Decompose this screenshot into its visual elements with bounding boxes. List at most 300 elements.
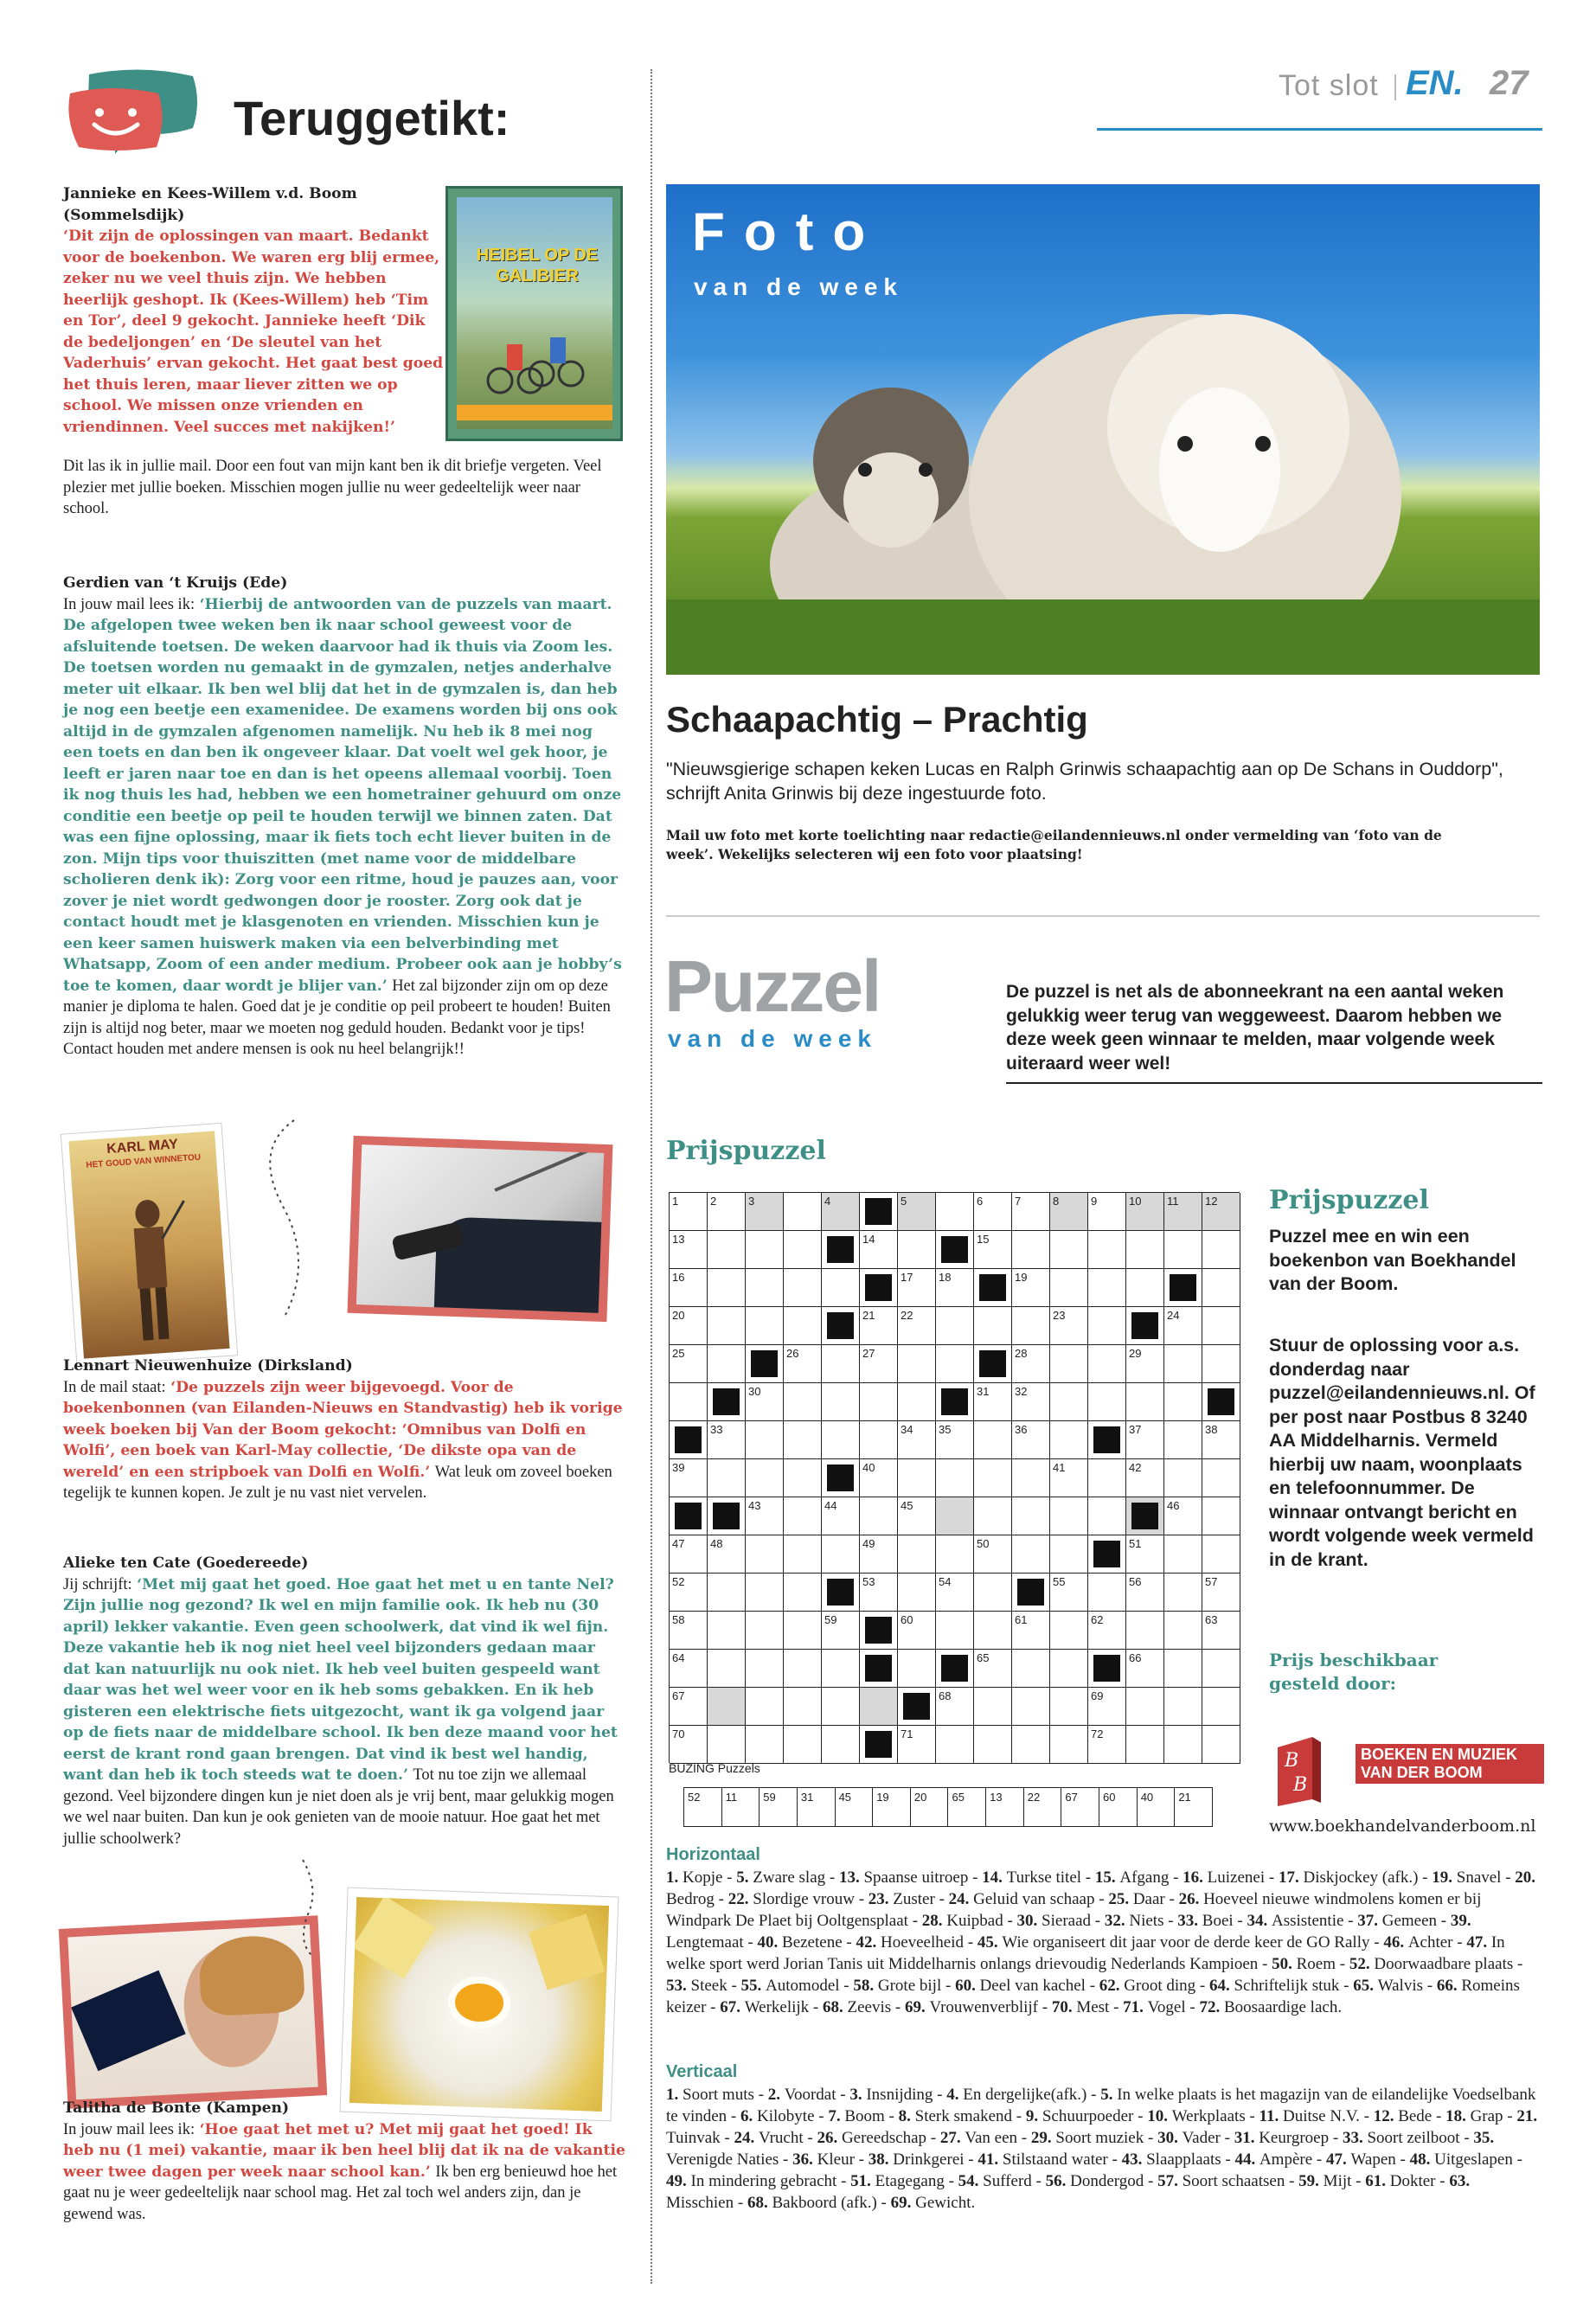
solution-row[interactable] bbox=[683, 1787, 1213, 1827]
grid-cell[interactable] bbox=[784, 1574, 822, 1612]
grid-cell[interactable] bbox=[1164, 1421, 1202, 1459]
grid-cell[interactable]: 16 bbox=[670, 1269, 708, 1307]
grid-cell[interactable]: 48 bbox=[708, 1535, 746, 1574]
karl-may-cover bbox=[61, 1124, 237, 1366]
grid-cell[interactable] bbox=[1012, 1650, 1050, 1688]
clue-number: 1. bbox=[666, 2086, 683, 2104]
grid-cell[interactable] bbox=[1164, 1650, 1202, 1688]
clue-text: Keurgroep - bbox=[1259, 2129, 1343, 2147]
grid-cell[interactable]: 13 bbox=[670, 1231, 708, 1269]
grid-cell[interactable]: 61 bbox=[1012, 1612, 1050, 1650]
grid-cell[interactable]: 44 bbox=[822, 1497, 860, 1535]
grid-cell[interactable]: 54 bbox=[936, 1574, 974, 1612]
grid-cell[interactable]: 11 bbox=[1164, 1193, 1202, 1231]
clue-text: Daar - bbox=[1132, 1890, 1179, 1908]
grid-cell[interactable]: 20 bbox=[670, 1307, 708, 1345]
grid-cell[interactable]: 34 bbox=[898, 1421, 936, 1459]
grid-cell[interactable] bbox=[1126, 1688, 1164, 1726]
clue-number: 69. bbox=[890, 2194, 916, 2212]
grid-cell[interactable] bbox=[708, 1612, 746, 1650]
grid-cell[interactable] bbox=[1202, 1650, 1240, 1688]
grid-cell[interactable] bbox=[974, 1574, 1012, 1612]
solution-cell[interactable]: 60 bbox=[1099, 1788, 1138, 1826]
clue-number: 8. bbox=[898, 2107, 915, 2125]
grid-cell[interactable] bbox=[784, 1193, 822, 1231]
clue-number: 27. bbox=[939, 2129, 965, 2147]
letter-reply: Wat leuk om zoveel boeken tegelijk te kunnen kopen. Je zult je nu vast niet vervelen. bbox=[63, 1463, 612, 1502]
clue-number: 47. bbox=[1325, 2150, 1351, 2169]
grid-cell[interactable] bbox=[936, 1612, 974, 1650]
grid-cell[interactable] bbox=[670, 1383, 708, 1421]
grid-cell[interactable] bbox=[784, 1688, 822, 1726]
grid-cell[interactable] bbox=[1164, 1726, 1202, 1764]
brand-logo: EN. bbox=[1406, 64, 1464, 102]
grid-cell[interactable] bbox=[1164, 1231, 1202, 1269]
grid-cell[interactable] bbox=[1164, 1574, 1202, 1612]
grid-cell[interactable] bbox=[974, 1421, 1012, 1459]
clue-text: Deel van kachel - bbox=[979, 1977, 1099, 1995]
grid-cell[interactable] bbox=[822, 1345, 860, 1383]
grid-cell[interactable]: 45 bbox=[898, 1497, 936, 1535]
grid-cell[interactable] bbox=[708, 1345, 746, 1383]
grid-cell[interactable]: 29 bbox=[1126, 1345, 1164, 1383]
solution-cell[interactable]: 22 bbox=[1024, 1788, 1062, 1826]
grid-cell[interactable] bbox=[1088, 1574, 1126, 1612]
grid-black-cell bbox=[860, 1650, 898, 1688]
grid-cell[interactable]: 36 bbox=[1012, 1421, 1050, 1459]
grid-cell[interactable] bbox=[1088, 1269, 1126, 1307]
clue-text: Niets - bbox=[1129, 1912, 1178, 1930]
solution-cell[interactable]: 11 bbox=[722, 1788, 760, 1826]
grid-cell[interactable]: 27 bbox=[860, 1345, 898, 1383]
grid-cell[interactable]: 23 bbox=[1050, 1307, 1088, 1345]
clue-number: 59. bbox=[1298, 2172, 1324, 2190]
clue-text: Misschien - bbox=[666, 2194, 747, 2212]
grid-cell[interactable]: 7 bbox=[1012, 1193, 1050, 1231]
grid-cell[interactable]: 37 bbox=[1126, 1421, 1164, 1459]
clue-text: Afgang - bbox=[1119, 1868, 1183, 1887]
vertical-heading: Verticaal bbox=[666, 2062, 738, 2081]
clue-number: 42. bbox=[856, 1933, 881, 1952]
grid-cell[interactable] bbox=[746, 1612, 784, 1650]
grid-cell[interactable] bbox=[936, 1459, 974, 1497]
letter-name: Alieke ten Cate (Goedereede) bbox=[63, 1554, 309, 1572]
clue-number: 23. bbox=[868, 1890, 894, 1908]
grid-cell[interactable] bbox=[1202, 1726, 1240, 1764]
grid-cell[interactable] bbox=[974, 1497, 1012, 1535]
grid-cell[interactable] bbox=[1202, 1231, 1240, 1269]
dotted-connector-2 bbox=[294, 1856, 329, 1963]
grid-cell[interactable]: 47 bbox=[670, 1535, 708, 1574]
grid-cell[interactable] bbox=[708, 1650, 746, 1688]
clue-text: Schriftelijk stuk - bbox=[1234, 1977, 1354, 1995]
clue-number: 25. bbox=[1108, 1890, 1133, 1908]
grid-cell[interactable] bbox=[860, 1383, 898, 1421]
grid-cell[interactable]: 51 bbox=[1126, 1535, 1164, 1574]
clue-number: 61. bbox=[1365, 2172, 1390, 2190]
grid-cell[interactable] bbox=[784, 1497, 822, 1535]
grid-cell[interactable]: 67 bbox=[670, 1688, 708, 1726]
grid-cell[interactable]: 42 bbox=[1126, 1459, 1164, 1497]
section-label: Tot slot bbox=[1279, 69, 1379, 102]
header-separator bbox=[1394, 74, 1396, 100]
grid-cell[interactable] bbox=[708, 1574, 746, 1612]
grid-cell[interactable] bbox=[746, 1231, 784, 1269]
section-rule bbox=[666, 915, 1540, 917]
grid-cell[interactable] bbox=[936, 1535, 974, 1574]
solution-cell[interactable]: 45 bbox=[836, 1788, 874, 1826]
grid-black-cell bbox=[860, 1269, 898, 1307]
karl-may-subtitle: HET GOUD VAN WINNETOU bbox=[86, 1152, 202, 1170]
grid-cell[interactable] bbox=[1012, 1535, 1050, 1574]
grid-cell[interactable] bbox=[974, 1459, 1012, 1497]
clue-text: Tuinvak - bbox=[666, 2129, 734, 2147]
grid-cell[interactable] bbox=[1012, 1726, 1050, 1764]
grid-cell[interactable] bbox=[936, 1345, 974, 1383]
grid-cell[interactable] bbox=[784, 1383, 822, 1421]
puzzel-logo: Puzzel bbox=[664, 945, 881, 1027]
grid-cell[interactable] bbox=[1202, 1269, 1240, 1307]
grid-cell[interactable] bbox=[1126, 1231, 1164, 1269]
solution-cell[interactable]: 31 bbox=[798, 1788, 836, 1826]
grid-cell[interactable] bbox=[746, 1535, 784, 1574]
grid-cell[interactable] bbox=[1088, 1383, 1126, 1421]
clue-text: Wie organiseert dit jaar voor de derde keer de GO Rally - bbox=[1002, 1933, 1384, 1952]
grid-cell[interactable] bbox=[746, 1307, 784, 1345]
grid-cell[interactable]: 56 bbox=[1126, 1574, 1164, 1612]
grid-cell[interactable] bbox=[860, 1421, 898, 1459]
grid-cell[interactable] bbox=[898, 1459, 936, 1497]
grid-cell[interactable] bbox=[974, 1612, 1012, 1650]
grid-cell[interactable] bbox=[822, 1650, 860, 1688]
solution-cell[interactable]: 65 bbox=[948, 1788, 986, 1826]
letter-reply: Het zal bijzonder zijn om op deze manier je diploma te halen. Goed dat je je conditie op peil probeert te houden! Buiten zijn is altijd nog beter, maar we moeten nog geduld houden. Bedankt voor je tips! Contact houden met andere mensen is ook nu heel belangrijk!! bbox=[63, 977, 611, 1058]
grid-cell[interactable] bbox=[784, 1307, 822, 1345]
clue-text: In welke plaats is het magazijn van de eilandelijke Voedselbank te vinden - bbox=[666, 2086, 1536, 2125]
grid-black-cell bbox=[860, 1612, 898, 1650]
grid-cell[interactable]: 4 bbox=[822, 1193, 860, 1231]
letter-jannieke-reply bbox=[63, 456, 625, 520]
solution-cell[interactable]: 59 bbox=[760, 1788, 798, 1826]
clue-text: Bedrog - bbox=[666, 1890, 728, 1908]
grid-cell[interactable] bbox=[1050, 1688, 1088, 1726]
grid-cell[interactable] bbox=[1050, 1497, 1088, 1535]
grid-cell[interactable] bbox=[1202, 1307, 1240, 1345]
clue-number: 49. bbox=[666, 2172, 691, 2190]
grid-cell[interactable]: 33 bbox=[708, 1421, 746, 1459]
clue-text: Boei - bbox=[1202, 1912, 1247, 1930]
grid-cell[interactable]: 17 bbox=[898, 1269, 936, 1307]
grid-black-cell bbox=[1126, 1497, 1164, 1535]
grid-cell[interactable] bbox=[1164, 1688, 1202, 1726]
grid-cell[interactable] bbox=[784, 1612, 822, 1650]
grid-cell[interactable] bbox=[1164, 1612, 1202, 1650]
grid-cell[interactable] bbox=[1050, 1231, 1088, 1269]
grid-cell[interactable] bbox=[708, 1307, 746, 1345]
grid-cell[interactable] bbox=[936, 1307, 974, 1345]
grid-cell[interactable] bbox=[936, 1193, 974, 1231]
clue-number: 60. bbox=[955, 1977, 980, 1995]
grid-cell[interactable] bbox=[1164, 1459, 1202, 1497]
grid-cell[interactable] bbox=[1202, 1497, 1240, 1535]
grid-cell[interactable] bbox=[898, 1383, 936, 1421]
grid-cell[interactable] bbox=[784, 1421, 822, 1459]
grid-cell[interactable]: 21 bbox=[860, 1307, 898, 1345]
grid-cell[interactable]: 8 bbox=[1050, 1193, 1088, 1231]
grid-cell[interactable]: 70 bbox=[670, 1726, 708, 1764]
clue-text: Turkse titel - bbox=[1006, 1868, 1095, 1887]
grid-cell[interactable]: 68 bbox=[936, 1688, 974, 1726]
grid-cell[interactable]: 35 bbox=[936, 1421, 974, 1459]
solution-cell[interactable]: 20 bbox=[911, 1788, 949, 1826]
letter-intro: In jouw mail lees ik: bbox=[63, 2120, 195, 2138]
grid-cell[interactable] bbox=[784, 1459, 822, 1497]
grid-cell[interactable] bbox=[1050, 1535, 1088, 1574]
grid-black-cell bbox=[670, 1421, 708, 1459]
grid-cell[interactable] bbox=[1050, 1612, 1088, 1650]
grid-cell[interactable]: 49 bbox=[860, 1535, 898, 1574]
grid-cell[interactable]: 30 bbox=[746, 1383, 784, 1421]
grid-cell[interactable]: 18 bbox=[936, 1269, 974, 1307]
grid-cell[interactable]: 40 bbox=[860, 1459, 898, 1497]
clue-text: Kilobyte - bbox=[757, 2107, 829, 2125]
grid-cell[interactable]: 3 bbox=[746, 1193, 784, 1231]
clue-number: 57. bbox=[1157, 2172, 1183, 2190]
grid-cell[interactable]: 65 bbox=[974, 1650, 1012, 1688]
grid-cell[interactable]: 62 bbox=[1088, 1612, 1126, 1650]
clue-number: 44. bbox=[1234, 2150, 1259, 2169]
clue-number: 6. bbox=[740, 2107, 758, 2125]
page-title: Teruggetikt: bbox=[234, 91, 510, 145]
grid-cell[interactable]: 19 bbox=[1012, 1269, 1050, 1307]
grid-cell[interactable] bbox=[1164, 1535, 1202, 1574]
grid-cell[interactable] bbox=[746, 1421, 784, 1459]
grid-cell[interactable]: 31 bbox=[974, 1383, 1012, 1421]
solution-cell[interactable]: 13 bbox=[986, 1788, 1024, 1826]
clue-number: 5. bbox=[736, 1868, 753, 1887]
clue-text: Boom - bbox=[844, 2107, 899, 2125]
grid-cell[interactable] bbox=[746, 1726, 784, 1764]
grid-cell[interactable] bbox=[1126, 1726, 1164, 1764]
grid-cell[interactable]: 32 bbox=[1012, 1383, 1050, 1421]
grid-cell[interactable]: 12 bbox=[1202, 1193, 1240, 1231]
grid-cell[interactable] bbox=[974, 1307, 1012, 1345]
clue-number: 21. bbox=[1516, 2107, 1538, 2125]
clue-number: 24. bbox=[948, 1890, 974, 1908]
grid-cell[interactable]: 66 bbox=[1126, 1650, 1164, 1688]
sponsor-logo[interactable] bbox=[1269, 1730, 1546, 1808]
grid-cell[interactable]: 15 bbox=[974, 1231, 1012, 1269]
grid-cell[interactable]: 28 bbox=[1012, 1345, 1050, 1383]
grid-cell[interactable]: 24 bbox=[1164, 1307, 1202, 1345]
clue-number: 12. bbox=[1373, 2107, 1399, 2125]
grid-cell[interactable] bbox=[1088, 1307, 1126, 1345]
svg-text:B: B bbox=[1293, 1774, 1308, 1796]
grid-cell[interactable]: 59 bbox=[822, 1612, 860, 1650]
grid-cell[interactable] bbox=[822, 1421, 860, 1459]
grid-cell[interactable] bbox=[1202, 1345, 1240, 1383]
grid-cell[interactable] bbox=[1050, 1421, 1088, 1459]
clue-text: Luizenei - bbox=[1207, 1868, 1279, 1887]
photo-instructions: Mail uw foto met korte toelichting naar redactie@eilandennieuws.nl onder vermelding van ‘foto van de week’. Wekelijks selecteren wij een foto voor plaatsing! bbox=[666, 827, 1442, 862]
clue-number: 31. bbox=[1234, 2129, 1259, 2147]
grid-cell[interactable] bbox=[708, 1688, 746, 1726]
grid-cell[interactable] bbox=[898, 1231, 936, 1269]
grid-cell[interactable] bbox=[898, 1650, 936, 1688]
grid-black-cell bbox=[936, 1231, 974, 1269]
grid-cell[interactable]: 72 bbox=[1088, 1726, 1126, 1764]
grid-cell[interactable]: 71 bbox=[898, 1726, 936, 1764]
grid-cell[interactable] bbox=[1088, 1497, 1126, 1535]
grid-cell[interactable]: 5 bbox=[898, 1193, 936, 1231]
grid-cell[interactable] bbox=[1126, 1383, 1164, 1421]
grid-cell[interactable] bbox=[974, 1726, 1012, 1764]
clue-number: 28. bbox=[921, 1912, 947, 1930]
grid-cell[interactable]: 46 bbox=[1164, 1497, 1202, 1535]
grid-cell[interactable] bbox=[822, 1726, 860, 1764]
grid-cell[interactable] bbox=[1050, 1269, 1088, 1307]
grid-cell[interactable] bbox=[1088, 1459, 1126, 1497]
solution-cell[interactable]: 21 bbox=[1178, 1791, 1191, 1804]
grid-cell[interactable] bbox=[746, 1650, 784, 1688]
letter-quote: ‘Hoe gaat het met u? Met mij gaat het goed! Ik heb nu (1 mei) vakantie, maar ik ben heel blij dat ik na de vakantie weer twee dagen per week naar school kan.’ bbox=[63, 2120, 625, 2181]
clue-text: Walvis - bbox=[1377, 1977, 1437, 1995]
solution-cell[interactable]: 40 bbox=[1138, 1788, 1176, 1826]
grid-cell[interactable] bbox=[1012, 1688, 1050, 1726]
grid-cell[interactable] bbox=[1126, 1269, 1164, 1307]
sponsor-url[interactable]: www.boekhandelvanderboom.nl bbox=[1269, 1817, 1536, 1836]
grid-cell[interactable]: 58 bbox=[670, 1612, 708, 1650]
grid-cell[interactable] bbox=[1088, 1345, 1126, 1383]
clue-number: 67. bbox=[720, 1998, 745, 2016]
clue-text: Werkelijk - bbox=[744, 1998, 824, 2016]
grid-cell[interactable] bbox=[1088, 1231, 1126, 1269]
grid-cell[interactable]: 63 bbox=[1202, 1612, 1240, 1650]
grid-cell[interactable] bbox=[822, 1383, 860, 1421]
clue-number: 50. bbox=[1272, 1955, 1297, 1973]
grid-cell[interactable]: 6 bbox=[974, 1193, 1012, 1231]
solution-cell[interactable]: 67 bbox=[1061, 1788, 1099, 1826]
grid-cell[interactable]: 9 bbox=[1088, 1193, 1126, 1231]
grid-cell[interactable] bbox=[936, 1497, 974, 1535]
grid-cell[interactable]: 26 bbox=[784, 1345, 822, 1383]
grid-cell[interactable]: 14 bbox=[860, 1231, 898, 1269]
grid-cell[interactable] bbox=[1012, 1231, 1050, 1269]
grid-cell[interactable] bbox=[1126, 1612, 1164, 1650]
grid-cell[interactable] bbox=[936, 1726, 974, 1764]
grid-black-cell bbox=[708, 1383, 746, 1421]
grid-cell[interactable] bbox=[746, 1269, 784, 1307]
grid-cell[interactable] bbox=[784, 1535, 822, 1574]
grid-cell[interactable] bbox=[898, 1574, 936, 1612]
grid-cell[interactable] bbox=[1012, 1497, 1050, 1535]
clue-text: Hoeveelheid - bbox=[880, 1933, 977, 1952]
grid-cell[interactable] bbox=[860, 1497, 898, 1535]
clue-text: Geluid van schaap - bbox=[973, 1890, 1109, 1908]
grid-cell[interactable] bbox=[708, 1231, 746, 1269]
grid-cell[interactable] bbox=[784, 1269, 822, 1307]
grid-cell[interactable]: 1 bbox=[670, 1193, 708, 1231]
clue-number: 68. bbox=[823, 1998, 848, 2016]
clue-text: Gereedschap - bbox=[841, 2129, 940, 2147]
grid-cell[interactable] bbox=[860, 1688, 898, 1726]
grid-cell[interactable]: 53 bbox=[860, 1574, 898, 1612]
grid-cell[interactable] bbox=[1202, 1688, 1240, 1726]
grid-cell[interactable] bbox=[784, 1650, 822, 1688]
clue-number: 18. bbox=[1445, 2107, 1471, 2125]
grid-cell[interactable] bbox=[1012, 1459, 1050, 1497]
grid-cell[interactable] bbox=[1050, 1383, 1088, 1421]
grid-cell[interactable] bbox=[1202, 1459, 1240, 1497]
grid-cell[interactable]: 39 bbox=[670, 1459, 708, 1497]
grid-cell[interactable]: 55 bbox=[1050, 1574, 1088, 1612]
grid-cell[interactable]: 64 bbox=[670, 1650, 708, 1688]
clue-text: Gewicht. bbox=[915, 2194, 976, 2212]
grid-cell[interactable]: 43 bbox=[746, 1497, 784, 1535]
grid-cell[interactable] bbox=[1050, 1345, 1088, 1383]
grid-cell[interactable] bbox=[898, 1535, 936, 1574]
grid-cell[interactable] bbox=[822, 1269, 860, 1307]
grid-cell[interactable] bbox=[708, 1269, 746, 1307]
column-divider bbox=[651, 69, 652, 2284]
grid-cell[interactable] bbox=[708, 1726, 746, 1764]
clue-number: 15. bbox=[1094, 1868, 1120, 1887]
grid-cell[interactable] bbox=[784, 1231, 822, 1269]
grid-cell[interactable]: 25 bbox=[670, 1345, 708, 1383]
letter-quote: ‘Dit zijn de oplossingen van maart. Bedankt voor de boekenbon. We waren erg blij ermee, zeker nu we veel thuis zijn. We hebben heerlijk geshopt. Ik (Kees-Willem) heb ‘Tim en Tor’, deel 9 gekocht. Jannieke heeft ‘Dik de bedeljongen’ en ‘De sleutel van het Vaderhuis’ ervan gekocht. Het gaat best goed het thuis leren, maar liever zitten we op school. We missen onze vrienden en vriendinnen. Veel succes met nakijken!’ bbox=[63, 228, 444, 436]
clue-number: 46. bbox=[1383, 1933, 1408, 1952]
clue-text: Kleur - bbox=[817, 2150, 869, 2169]
reading-girl-photo bbox=[59, 1915, 327, 2108]
grid-cell[interactable] bbox=[746, 1459, 784, 1497]
grid-cell[interactable] bbox=[1050, 1650, 1088, 1688]
solution-cell[interactable]: 52 bbox=[684, 1788, 722, 1826]
clue-number: 40. bbox=[757, 1933, 783, 1952]
grid-cell[interactable] bbox=[822, 1688, 860, 1726]
grid-cell[interactable]: 10 bbox=[1126, 1193, 1164, 1231]
crossword-grid[interactable] bbox=[669, 1192, 1240, 1763]
dotted-connector bbox=[260, 1116, 311, 1327]
clue-number: 70. bbox=[1051, 1998, 1077, 2016]
clue-number: 16. bbox=[1183, 1868, 1208, 1887]
grid-cell[interactable] bbox=[1012, 1307, 1050, 1345]
grid-cell[interactable]: 69 bbox=[1088, 1688, 1126, 1726]
grid-cell[interactable]: 41 bbox=[1050, 1459, 1088, 1497]
grid-cell[interactable] bbox=[1050, 1726, 1088, 1764]
grid-cell[interactable]: 60 bbox=[898, 1612, 936, 1650]
grid-cell[interactable]: 57 bbox=[1202, 1574, 1240, 1612]
grid-cell[interactable]: 52 bbox=[670, 1574, 708, 1612]
grid-cell[interactable] bbox=[898, 1345, 936, 1383]
grid-cell[interactable]: 38 bbox=[1202, 1421, 1240, 1459]
clue-text: Soort zeilboot - bbox=[1367, 2129, 1474, 2147]
grid-cell[interactable] bbox=[1164, 1383, 1202, 1421]
clue-number: 29. bbox=[1030, 2129, 1056, 2147]
clue-text: Drinkgerei - bbox=[893, 2150, 978, 2169]
grid-cell[interactable]: 22 bbox=[898, 1307, 936, 1345]
grid-cell[interactable] bbox=[1202, 1535, 1240, 1574]
grid-cell[interactable] bbox=[784, 1726, 822, 1764]
grid-cell[interactable] bbox=[822, 1535, 860, 1574]
grid-cell[interactable] bbox=[708, 1459, 746, 1497]
grid-cell[interactable]: 50 bbox=[974, 1535, 1012, 1574]
grid-cell[interactable] bbox=[1164, 1345, 1202, 1383]
grid-cell[interactable] bbox=[746, 1574, 784, 1612]
grid-cell[interactable]: 2 bbox=[708, 1193, 746, 1231]
grid-cell[interactable] bbox=[746, 1688, 784, 1726]
grid-cell[interactable] bbox=[974, 1688, 1012, 1726]
solution-cell[interactable]: 19 bbox=[873, 1788, 911, 1826]
